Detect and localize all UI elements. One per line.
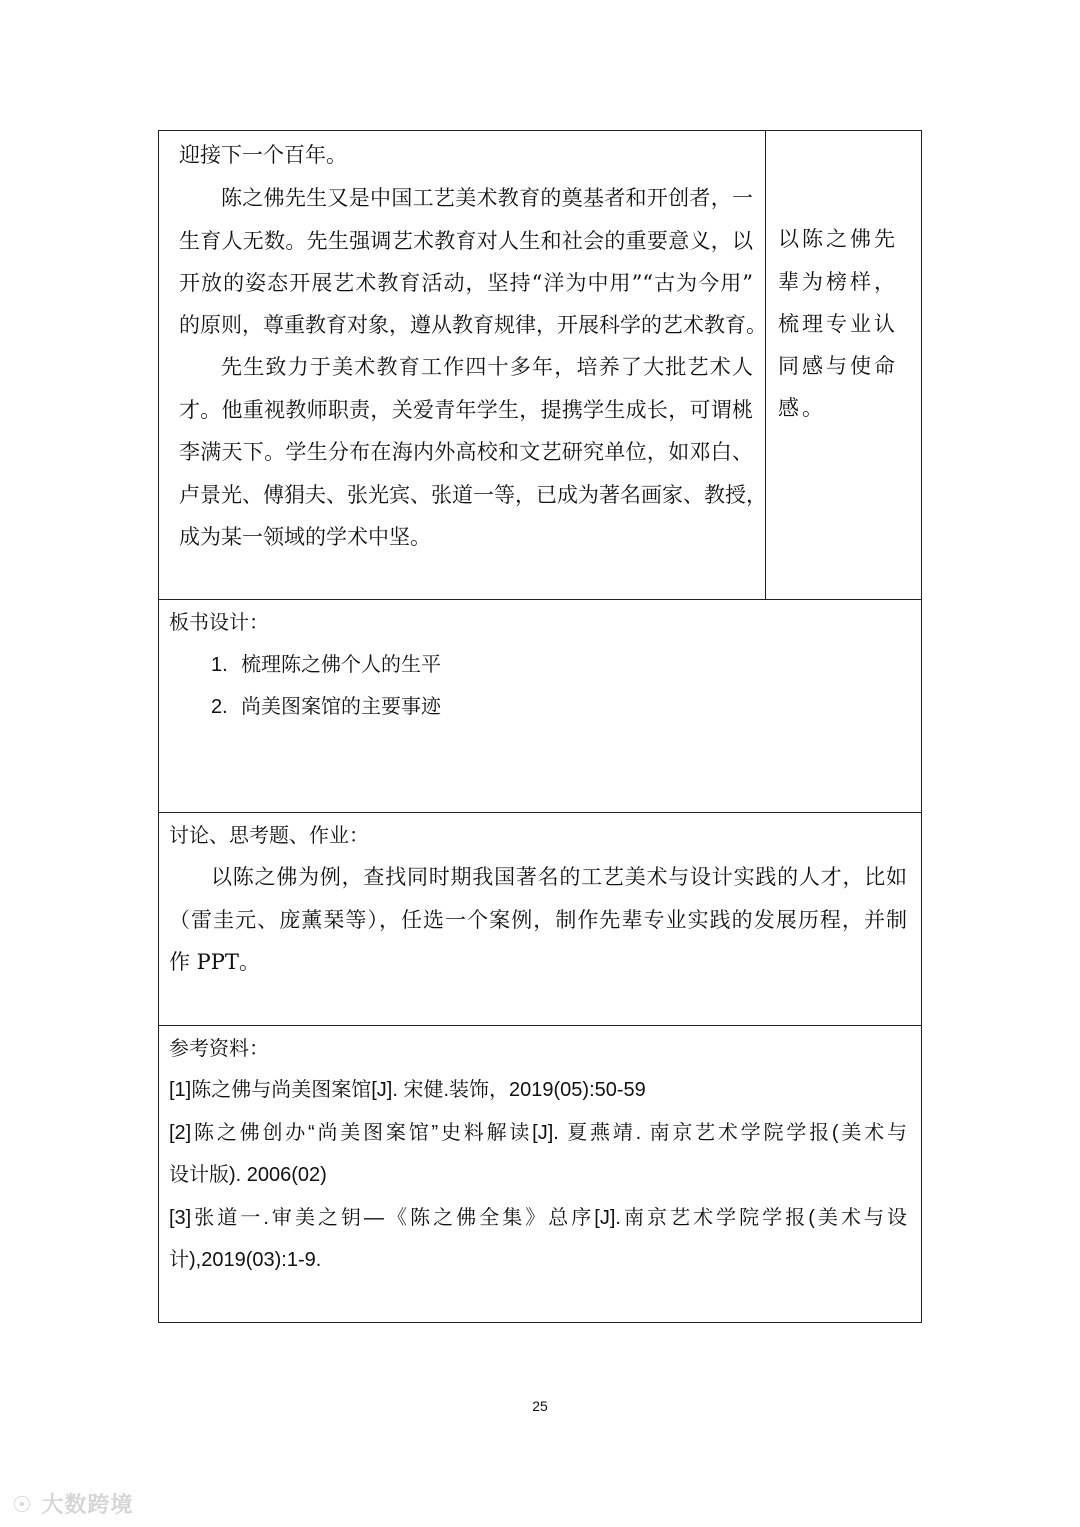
homework-line: 以陈之佛为例，查找同时期我国著名的工艺美术与设计实践的人才，比如 [211,865,907,889]
reference-line: 设计版). 2006(02) [169,1164,327,1186]
paragraph-line: 先生致力于美术教育工作四十多年，培养了大批艺术人 [221,355,753,379]
reference-line: 计),2019(03):1-9. [169,1249,322,1271]
page-number: 25 [532,1398,548,1414]
list-item [211,650,441,679]
lesson-plan-table [158,130,922,1323]
reference-line: [1]陈之佛与尚美图案馆[J]. 宋健.装饰，2019(05):50-59 [169,1079,646,1101]
watermark-logo [12,1488,133,1519]
watermark-text: 大数跨境 [41,1493,134,1518]
homework-line: （雷圭元、庞薰琹等），任选一个案例，制作先辈专业实践的发展历程，并制 [169,908,907,932]
objective-cell [766,131,921,599]
list-number: 2. [211,696,228,718]
content-row [159,131,921,600]
paragraph-line: 卢景光、傅狷夫、张光宾、张道一等，已成为著名画家、教授， [179,483,767,507]
reference-line: [2]陈之佛创办“尚美图案馆”史料解读[J]. 夏燕靖. 南京艺术学院学报(美术与 [169,1122,907,1144]
paragraph-line: 迎接下一个百年。 [179,143,347,167]
paragraph-line: 才。他重视教师职责，关爱青年学生，提携学生成长，可谓桃 [179,398,753,422]
list-number: 1. [211,654,228,676]
list-text: 梳理陈之佛个人的生平 [241,652,441,676]
watermark-icon: ☉ [12,1493,33,1518]
objective-line: 辈为榜样， [778,270,898,294]
references-row [159,1026,921,1322]
section-label: 板书设计： [169,610,269,634]
paragraph-line: 的原则，尊重教育对象，遵从教育规律，开展科学的艺术教育。 [179,313,767,337]
section-label: 讨论、思考题、作业： [169,823,369,847]
objective-line: 感。 [778,396,826,420]
paragraph-line: 开放的姿态开展艺术教育活动，坚持“洋为中用”“古为今用” [179,271,753,295]
objective-line: 梳理专业认 [778,312,898,336]
objective-line: 以陈之佛先 [778,227,898,251]
content-cell [159,131,766,599]
list-item [211,692,441,721]
paragraph-line: 生育人无数。先生强调艺术教育对人生和社会的重要意义，以 [179,229,753,253]
objective-line: 同感与使命 [778,354,898,378]
homework-row [159,813,921,1026]
paragraph-line: 陈之佛先生又是中国工艺美术教育的奠基者和开创者，一 [221,186,753,210]
section-label: 参考资料： [169,1036,269,1060]
homework-line: 作 PPT。 [169,950,260,974]
paragraph-line: 成为某一领域的学术中坚。 [179,525,431,549]
list-text: 尚美图案馆的主要事迹 [241,694,441,718]
reference-line: [3]张道一.审美之钥—《陈之佛全集》总序[J].南京艺术学院学报(美术与设 [169,1207,907,1229]
paragraph-line: 李满天下。学生分布在海内外高校和文艺研究单位，如邓白、 [179,440,753,464]
blackboard-design-row [159,600,921,813]
